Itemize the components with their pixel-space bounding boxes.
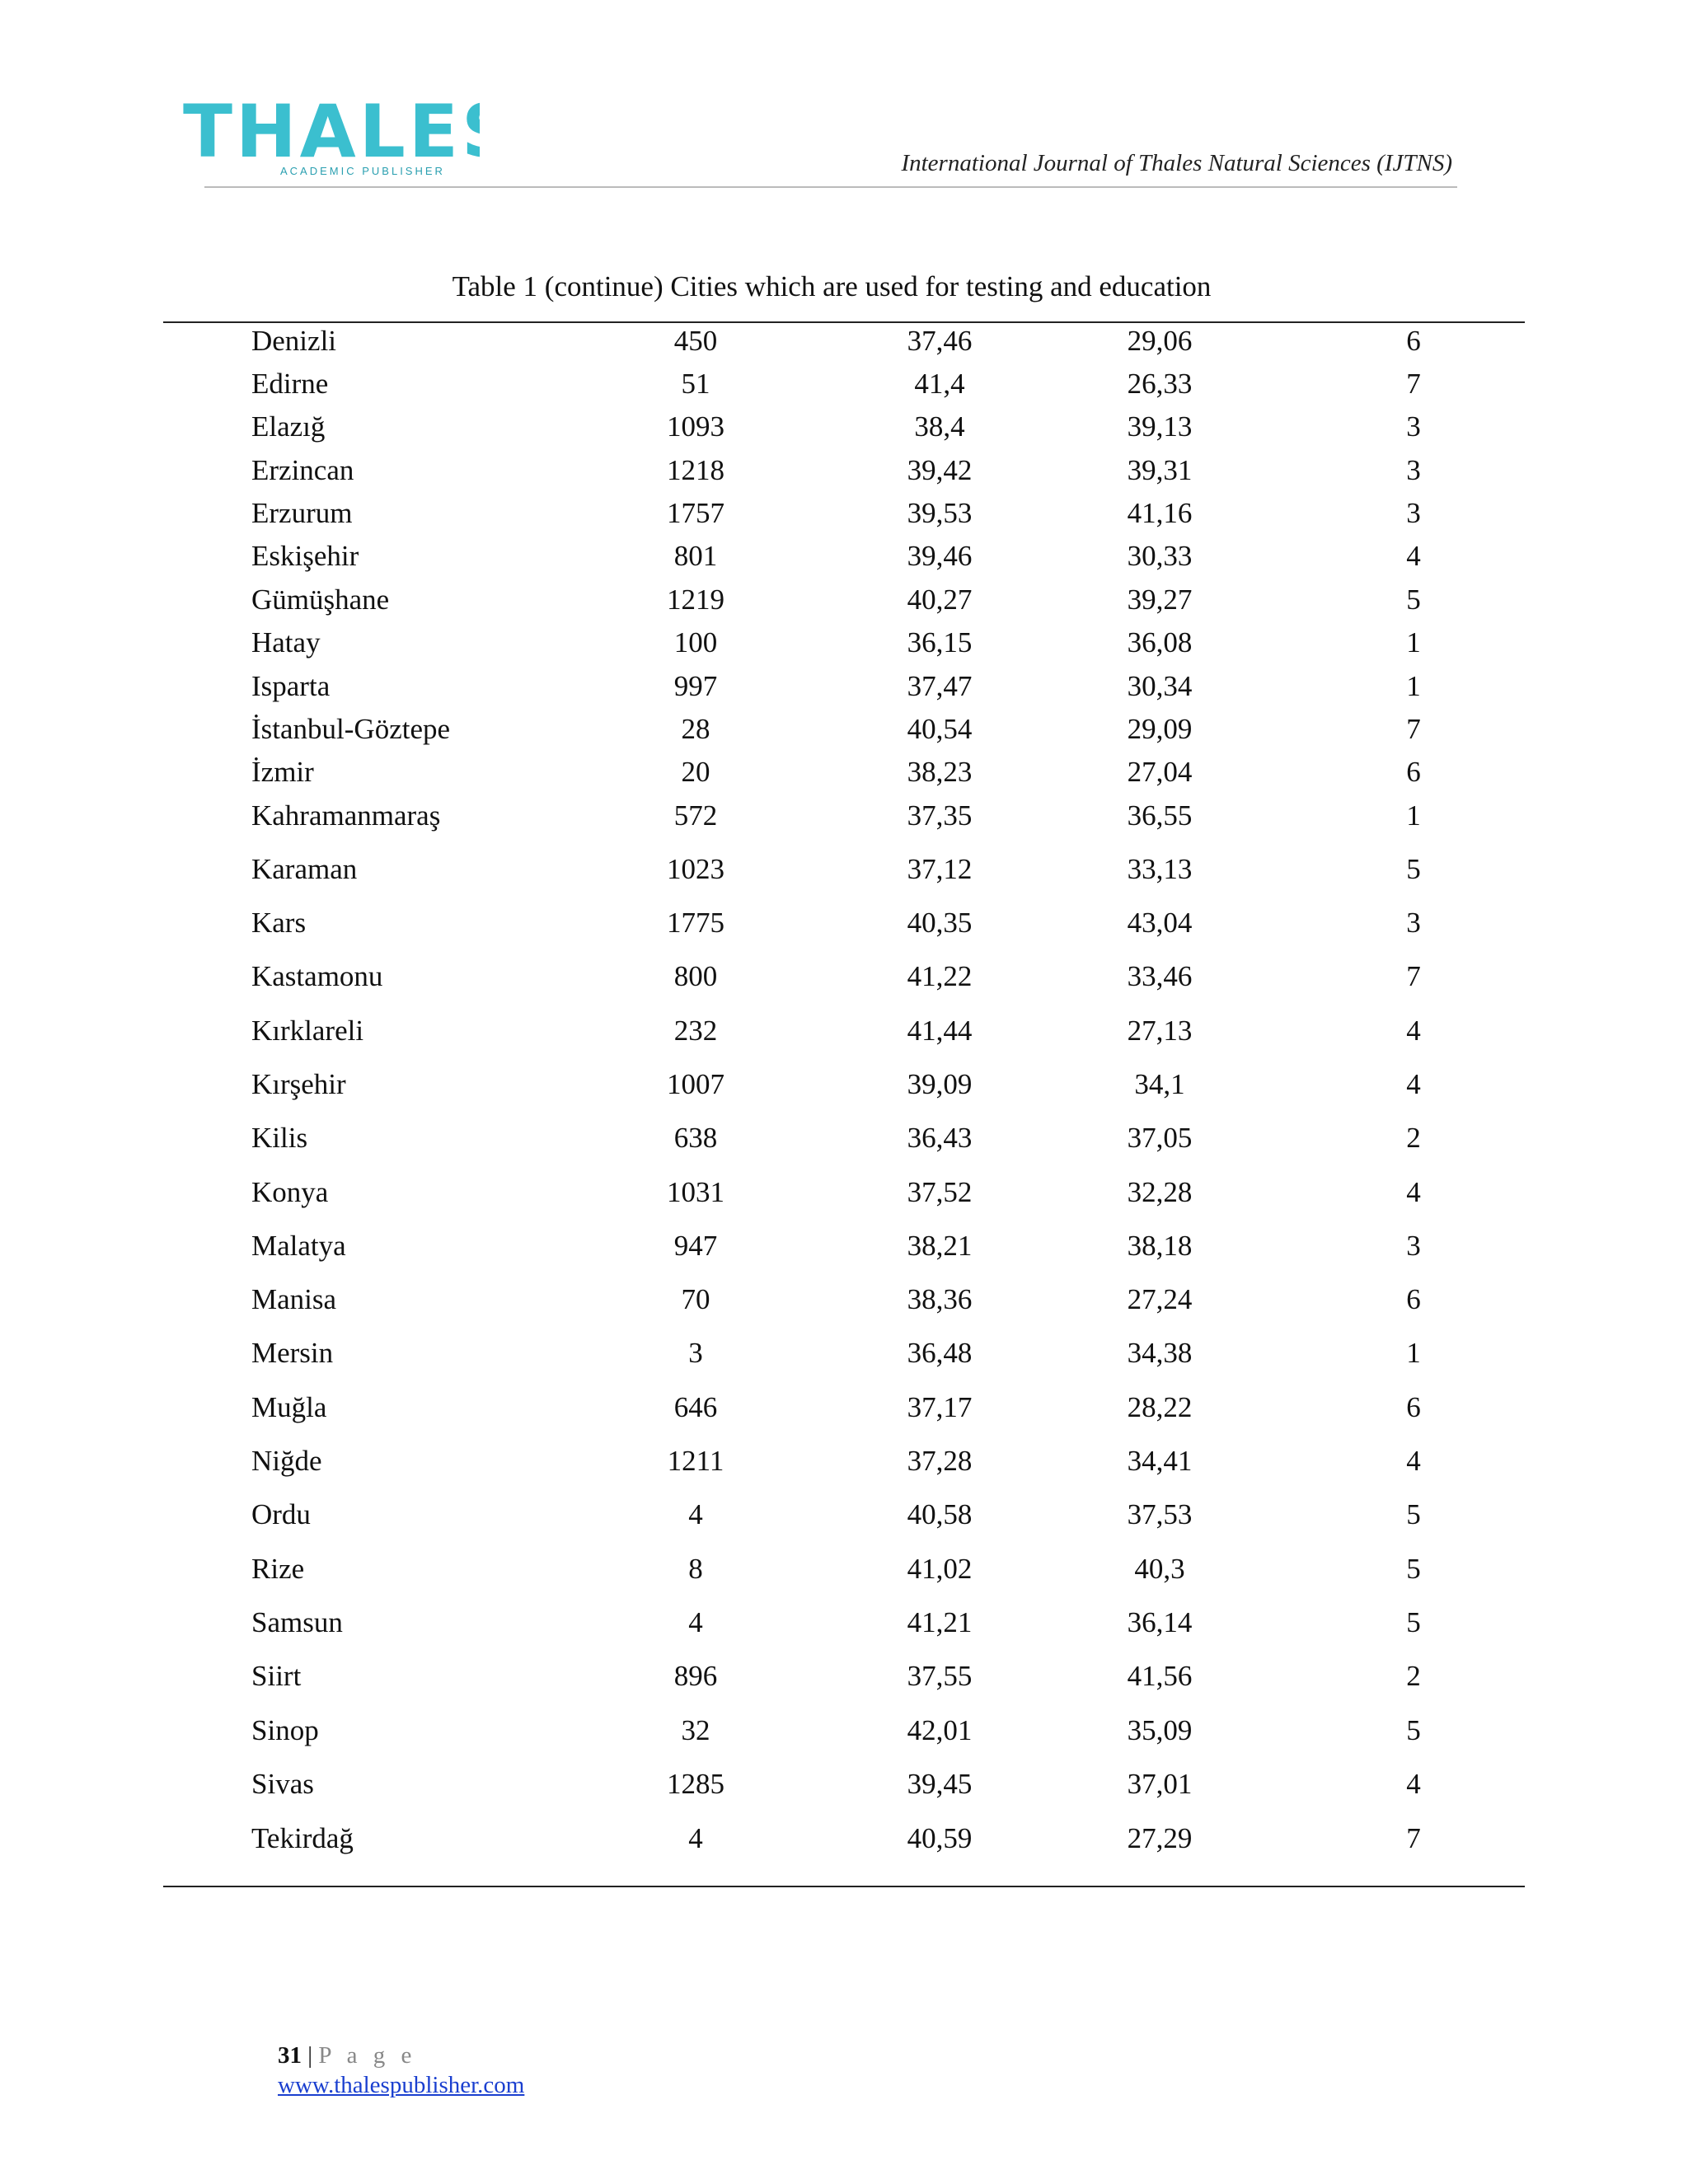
table-cell: 27,29: [1127, 1822, 1193, 1854]
table-cell: 27,04: [1127, 756, 1193, 788]
table-row: [0, 1118, 1688, 1159]
table-cell: 3: [688, 1337, 703, 1369]
table-cell: 37,55: [907, 1660, 973, 1692]
table-cell: 40,58: [907, 1498, 973, 1530]
table-cell: 1023: [667, 853, 724, 885]
table-cell: 39,46: [907, 540, 973, 572]
table-cell: 41,22: [907, 960, 973, 992]
table-row: [0, 1549, 1688, 1590]
city-name-cell: İzmir: [251, 756, 314, 788]
table-cell: 800: [673, 960, 718, 992]
table-row: [0, 849, 1688, 890]
city-name-cell: Kastamonu: [251, 960, 383, 992]
table-row: [0, 321, 1688, 362]
table-cell: 1219: [667, 583, 724, 616]
table-cell: 36,55: [1127, 799, 1193, 832]
table-row: [0, 956, 1688, 997]
table-cell: 26,33: [1127, 368, 1193, 400]
table-cell: 38,4: [914, 410, 965, 443]
table-cell: 1211: [667, 1445, 724, 1477]
table-cell: 40,59: [907, 1822, 973, 1854]
table-cell: 34,38: [1127, 1337, 1193, 1369]
table-row: [0, 1441, 1688, 1482]
table-cell: 30,34: [1127, 670, 1193, 702]
table-cell: 3: [1406, 1230, 1421, 1262]
table-cell: 38,36: [907, 1283, 973, 1315]
table-cell: 37,28: [907, 1445, 973, 1477]
table-row: [0, 1010, 1688, 1052]
table-cell: 646: [673, 1391, 718, 1423]
table-cell: 37,53: [1127, 1498, 1193, 1530]
table-cell: 4: [1406, 1445, 1421, 1477]
city-name-cell: Niğde: [251, 1445, 322, 1477]
table-cell: 947: [673, 1230, 718, 1262]
table-cell: 34,1: [1134, 1068, 1185, 1100]
table-row: [0, 1818, 1688, 1859]
table-row: [0, 752, 1688, 793]
table-cell: 7: [1406, 1822, 1421, 1854]
table-bottom-rule: [163, 1886, 1525, 1887]
table-cell: 6: [1406, 756, 1421, 788]
table-cell: 30,33: [1127, 540, 1193, 572]
table-cell: 2: [1406, 1660, 1421, 1692]
table-cell: 896: [673, 1660, 718, 1692]
page-separator: |: [307, 2042, 313, 2069]
table-row: [0, 1172, 1688, 1213]
table-cell: 4: [1406, 1015, 1421, 1047]
table-cell: 4: [1406, 1768, 1421, 1800]
table-cell: 20: [681, 756, 710, 788]
table-cell: 42,01: [907, 1714, 973, 1746]
table-cell: 40,3: [1134, 1553, 1185, 1585]
logo-text: THALE: [183, 92, 462, 174]
table-row: [0, 1494, 1688, 1535]
table-cell: 6: [1406, 1391, 1421, 1423]
table-cell: 38,21: [907, 1230, 973, 1262]
table-cell: 1: [1406, 626, 1421, 658]
table-cell: 7: [1406, 713, 1421, 745]
city-name-cell: Samsun: [251, 1606, 343, 1638]
table-cell: 39,42: [907, 454, 973, 486]
table-cell: 232: [673, 1015, 718, 1047]
city-name-cell: Kars: [251, 907, 307, 939]
city-name-cell: Erzurum: [251, 497, 353, 529]
table-cell: 41,4: [914, 368, 965, 400]
table-cell: 4: [688, 1822, 703, 1854]
city-name-cell: Kahramanmaraş: [251, 799, 441, 832]
table-cell: 28,22: [1127, 1391, 1193, 1423]
logo-subtitle: ACADEMIC PUBLISHER: [280, 165, 445, 177]
table-cell: 41,44: [907, 1015, 973, 1047]
city-name-cell: Kırklareli: [251, 1015, 364, 1047]
table-caption: Table 1 (continue) Cities which are used for testing and education: [452, 270, 1212, 302]
table-cell: 7: [1406, 960, 1421, 992]
table-cell: 37,47: [907, 670, 973, 702]
city-name-cell: İstanbul-Göztepe: [251, 713, 451, 745]
city-name-cell: Isparta: [251, 670, 331, 702]
table-cell: 38,18: [1127, 1230, 1193, 1262]
table-cell: 1093: [667, 410, 724, 443]
page-label: P a g e: [318, 2042, 417, 2069]
city-name-cell: Tekirdağ: [251, 1822, 354, 1854]
table-cell: 5: [1406, 853, 1421, 885]
city-name-cell: Elazığ: [251, 410, 326, 443]
table-cell: 34,41: [1127, 1445, 1193, 1477]
table-row: [0, 1656, 1688, 1697]
city-name-cell: Edirne: [251, 368, 329, 400]
table-cell: 6: [1406, 1283, 1421, 1315]
table-row: [0, 450, 1688, 491]
table-cell: 36,48: [907, 1337, 973, 1369]
table-cell: 37,05: [1127, 1122, 1193, 1154]
table-row: [0, 406, 1688, 448]
table-cell: 40,35: [907, 907, 973, 939]
city-name-cell: Muğla: [251, 1391, 327, 1423]
table-cell: 36,43: [907, 1122, 973, 1154]
table-row: [0, 1710, 1688, 1751]
table-cell: 2: [1406, 1122, 1421, 1154]
table-row: [0, 1333, 1688, 1374]
city-name-cell: Kilis: [251, 1122, 308, 1154]
table-cell: 39,09: [907, 1068, 973, 1100]
table-cell: 638: [673, 1122, 718, 1154]
table-cell: 6: [1406, 325, 1421, 357]
table-row: [0, 1602, 1688, 1643]
table-cell: 4: [1406, 1068, 1421, 1100]
table-cell: 51: [681, 368, 710, 400]
page-number-line: [278, 2041, 524, 2070]
table-cell: 33,46: [1127, 960, 1193, 992]
city-name-cell: Eskişehir: [251, 540, 359, 572]
city-name-cell: Gümüşhane: [251, 583, 390, 616]
table-cell: 32,28: [1127, 1176, 1193, 1208]
table-cell: 39,45: [907, 1768, 973, 1800]
table-cell: 36,15: [907, 626, 973, 658]
table-cell: 32: [681, 1714, 710, 1746]
table-cell: 70: [681, 1283, 710, 1315]
city-name-cell: Siirt: [251, 1660, 302, 1692]
table-row: [0, 622, 1688, 663]
table-row: [0, 1387, 1688, 1428]
table-cell: 5: [1406, 1606, 1421, 1638]
table-cell: 37,12: [907, 853, 973, 885]
city-name-cell: Manisa: [251, 1283, 337, 1315]
table-cell: 5: [1406, 1714, 1421, 1746]
table-row: [0, 1764, 1688, 1805]
table-cell: 29,06: [1127, 325, 1193, 357]
table-cell: 37,01: [1127, 1768, 1193, 1800]
table-cell: 100: [673, 626, 718, 658]
table-cell: 37,52: [907, 1176, 973, 1208]
table-cell: 450: [673, 325, 718, 357]
table-cell: 41,21: [907, 1606, 973, 1638]
table-cell: 1: [1406, 799, 1421, 832]
city-name-cell: Sinop: [251, 1714, 319, 1746]
city-name-cell: Ordu: [251, 1498, 311, 1530]
table-cell: 41,16: [1127, 497, 1193, 529]
city-name-cell: Sivas: [251, 1768, 314, 1800]
table-row: [0, 363, 1688, 405]
table-cell: 1: [1406, 670, 1421, 702]
table-cell: 3: [1406, 907, 1421, 939]
table-cell: 997: [673, 670, 718, 702]
table-row: [0, 536, 1688, 577]
table-cell: 41,56: [1127, 1660, 1193, 1692]
table-row: [0, 666, 1688, 707]
table-row: [0, 1279, 1688, 1320]
table-cell: 1757: [667, 497, 724, 529]
table-cell: 37,46: [907, 325, 973, 357]
table-cell: 36,08: [1127, 626, 1193, 658]
table-cell: 1: [1406, 1337, 1421, 1369]
table-cell: 27,13: [1127, 1015, 1193, 1047]
table-cell: 27,24: [1127, 1283, 1193, 1315]
table-row: [0, 1226, 1688, 1267]
table-cell: 1775: [667, 907, 724, 939]
city-name-cell: Mersin: [251, 1337, 334, 1369]
table-cell: 1285: [667, 1768, 724, 1800]
table-cell: 4: [688, 1606, 703, 1638]
city-name-cell: Erzincan: [251, 454, 354, 486]
table-cell: 1218: [667, 454, 724, 486]
table-cell: 40,54: [907, 713, 973, 745]
table-cell: 43,04: [1127, 907, 1193, 939]
table-row: [0, 902, 1688, 944]
table-cell: 29,09: [1127, 713, 1193, 745]
city-name-cell: Kırşehir: [251, 1068, 346, 1100]
table-cell: 39,53: [907, 497, 973, 529]
city-name-cell: Hatay: [251, 626, 321, 658]
table-cell: 37,17: [907, 1391, 973, 1423]
table-cell: 7: [1406, 368, 1421, 400]
table-cell: 39,27: [1127, 583, 1193, 616]
city-name-cell: Konya: [251, 1176, 329, 1208]
table-cell: 4: [1406, 1176, 1421, 1208]
table-cell: 801: [673, 540, 718, 572]
publisher-website-link[interactable]: www.thalespublisher.com: [278, 2072, 525, 2098]
table-row: [0, 1064, 1688, 1105]
table-cell: 3: [1406, 454, 1421, 486]
table-row: [0, 795, 1688, 837]
table-cell: 37,35: [907, 799, 973, 832]
page-footer: [278, 2041, 524, 2100]
table-cell: 572: [673, 799, 718, 832]
table-cell: 4: [1406, 540, 1421, 572]
table-cell: 8: [688, 1553, 703, 1585]
city-name-cell: Rize: [251, 1553, 305, 1585]
table-cell: 35,09: [1127, 1714, 1193, 1746]
table-row: [0, 709, 1688, 750]
table-cell: 33,13: [1127, 853, 1193, 885]
journal-title: International Journal of Thales Natural Sciences (IJTNS): [901, 150, 1452, 176]
city-name-cell: Karaman: [251, 853, 358, 885]
table-cell: 41,02: [907, 1553, 973, 1585]
table-cell: 39,13: [1127, 410, 1193, 443]
table-cell: 3: [1406, 410, 1421, 443]
table-cell: 5: [1406, 583, 1421, 616]
table-cell: 5: [1406, 1498, 1421, 1530]
table-cell: 28: [681, 713, 710, 745]
city-name-cell: Denizli: [251, 325, 337, 357]
table-cell: 38,23: [907, 756, 973, 788]
table-cell: 3: [1406, 497, 1421, 529]
table-cell: 1007: [667, 1068, 724, 1100]
table-row: [0, 579, 1688, 621]
table-cell: 4: [688, 1498, 703, 1530]
table-cell: 5: [1406, 1553, 1421, 1585]
city-name-cell: Malatya: [251, 1230, 346, 1262]
table-cell: 36,14: [1127, 1606, 1193, 1638]
table-cell: 40,27: [907, 583, 973, 616]
page-number: 31: [278, 2042, 302, 2069]
table-row: [0, 493, 1688, 534]
table-cell: 1031: [667, 1176, 724, 1208]
table-cell: 39,31: [1127, 454, 1193, 486]
